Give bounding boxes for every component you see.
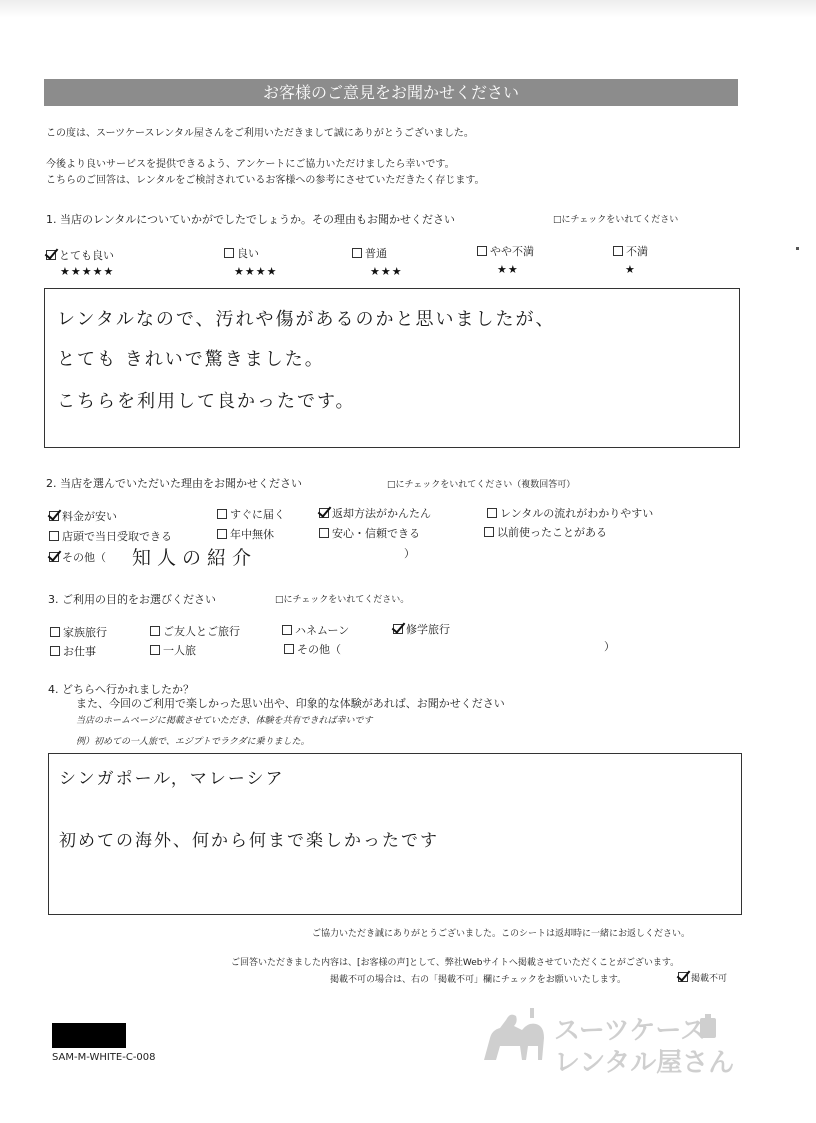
suitcase-icon bbox=[698, 1014, 718, 1040]
q3-other-label: その他（ bbox=[297, 643, 341, 656]
q2-question: 2. 当店を選んでいただいた理由をお聞かせください bbox=[46, 477, 302, 490]
q1-hint: □にチェックをいれてください bbox=[553, 215, 679, 225]
checkbox-honeymoon[interactable] bbox=[282, 625, 292, 635]
q2-option-label: 店頭で当日受取できる bbox=[62, 530, 172, 543]
checkbox-solo[interactable] bbox=[150, 645, 160, 655]
q2-option-store-pickup[interactable] bbox=[49, 528, 172, 544]
page-title: お客様のご意見をお聞かせください bbox=[44, 79, 738, 106]
q3-option-friends[interactable] bbox=[150, 623, 240, 639]
q2-option-trustworthy[interactable] bbox=[319, 525, 420, 541]
q3-option-label: ご友人とご旅行 bbox=[163, 625, 240, 638]
q3-option-solo[interactable] bbox=[150, 642, 196, 658]
q1-option-label: 良い bbox=[237, 247, 259, 260]
q4-answer-line-2: 初めての海外、何から何まで楽しかったです bbox=[59, 831, 439, 851]
checkbox-friends[interactable] bbox=[150, 626, 160, 636]
q4-line-3: 当店のホームページに掲載させていただき、体験を共有できれば幸いです bbox=[76, 716, 373, 726]
q1-question: 1. 当店のレンタルについていかがでしたでしょうか。その理由もお聞かせください bbox=[46, 213, 456, 226]
intro-line-2: 今後より良いサービスを提供できるよう、アンケートにご協力いただけましたら幸いです。 bbox=[46, 159, 455, 170]
q4-question: 4. どちらへ行かれましたか？ bbox=[48, 683, 194, 696]
stars-3: ★★★ bbox=[370, 265, 403, 278]
checkbox-other[interactable] bbox=[49, 552, 59, 562]
checkbox-used-before[interactable] bbox=[484, 527, 494, 537]
q1-option-label: 不満 bbox=[626, 245, 648, 258]
q4-example: 例）初めての一人旅で、エジプトでラクダに乗りました。 bbox=[76, 737, 310, 747]
q2-other-label: その他（ bbox=[62, 551, 106, 564]
logo-line-1: スーツケース bbox=[554, 1016, 707, 1046]
q1-answer-box[interactable] bbox=[44, 288, 740, 448]
q1-option-label: 普通 bbox=[365, 247, 387, 260]
footer-thanks: ご協力いただき誠にありがとうございました。このシートは返却時に一緒にお返しください。 bbox=[312, 929, 691, 939]
scan-edge bbox=[0, 0, 816, 18]
stars-2: ★★ bbox=[497, 263, 519, 276]
intro-line-1: この度は、スーツケースレンタル屋さんをご利用いただきまして誠にありがとうございました。 bbox=[46, 128, 474, 139]
q3-option-label: 一人旅 bbox=[163, 644, 196, 657]
sheet-code: SAM-M-WHITE-C-008 bbox=[52, 1052, 156, 1063]
q3-question: 3. ご利用の目的をお選びください bbox=[48, 593, 216, 606]
checkbox-easy-flow[interactable] bbox=[487, 508, 497, 518]
brand-logo bbox=[478, 1000, 735, 1078]
q1-option-label: やや不満 bbox=[490, 245, 534, 258]
checkbox-excellent[interactable] bbox=[46, 250, 56, 260]
logo-line-2: レンタル屋さん bbox=[554, 1048, 735, 1078]
stars-5: ★★★★★ bbox=[60, 265, 115, 278]
q3-other-close: ） bbox=[604, 640, 615, 653]
q1-answer-line-1: レンタルなので、汚れや傷があるのかと思いましたが、 bbox=[57, 309, 556, 330]
checkbox-q3-other[interactable] bbox=[284, 644, 294, 654]
q2-option-label: 安心・信頼できる bbox=[332, 527, 420, 540]
q2-option-open-all-year[interactable] bbox=[217, 526, 274, 542]
stars-4: ★★★★ bbox=[234, 265, 278, 278]
q1-option-label: とても良い bbox=[59, 249, 114, 262]
q3-option-label: 家族旅行 bbox=[63, 626, 107, 639]
q2-option-label: レンタルの流れがわかりやすい bbox=[500, 507, 654, 520]
q3-option-other[interactable] bbox=[284, 641, 341, 657]
q3-option-honeymoon[interactable] bbox=[282, 622, 349, 638]
checkbox-school-trip[interactable] bbox=[393, 624, 403, 634]
checkbox-business[interactable] bbox=[50, 646, 60, 656]
q3-option-label: 修学旅行 bbox=[406, 623, 450, 636]
q1-option-good[interactable] bbox=[224, 245, 259, 261]
checkbox-open-all-year[interactable] bbox=[217, 529, 227, 539]
q1-option-slightly-unsatisfied[interactable] bbox=[477, 243, 534, 259]
q2-other-answer[interactable]: 知人の紹介 bbox=[132, 547, 258, 569]
checkbox-slightly-unsatisfied[interactable] bbox=[477, 246, 487, 256]
q1-answer-line-2: とても きれいで驚きました。 bbox=[57, 349, 325, 370]
footer-notice-2: 掲載不可の場合は、右の「掲載不可」欄にチェックをお願いいたします。 bbox=[330, 975, 627, 985]
q2-option-label: 料金が安い bbox=[62, 510, 117, 523]
q1-option-excellent[interactable] bbox=[46, 247, 114, 263]
q2-option-cheap[interactable] bbox=[49, 508, 117, 524]
checkbox-store-pickup[interactable] bbox=[49, 531, 59, 541]
q2-option-label: 返却方法がかんたん bbox=[332, 507, 431, 520]
checkbox-cheap[interactable] bbox=[49, 511, 59, 521]
checkbox-average[interactable] bbox=[352, 248, 362, 258]
q1-option-average[interactable] bbox=[352, 245, 387, 261]
q3-hint: □にチェックをいれてください。 bbox=[275, 595, 410, 605]
checkbox-fast-delivery[interactable] bbox=[217, 509, 227, 519]
q2-hint: □にチェックをいれてください（複数回答可） bbox=[387, 480, 576, 490]
q4-line-2: また、今回のご利用で楽しかった思い出や、印象的な体験があれば、お聞かせください bbox=[76, 697, 505, 710]
q2-option-easy-return[interactable] bbox=[319, 505, 431, 521]
redacted-block bbox=[52, 1023, 126, 1048]
intro-line-3: こちらのご回答は、レンタルをご検討されているお客様への参考にさせていただきたく存じます。 bbox=[46, 175, 485, 186]
q3-option-family[interactable] bbox=[50, 624, 107, 640]
checkbox-easy-return[interactable] bbox=[319, 508, 329, 518]
checkbox-no-publish[interactable] bbox=[678, 972, 688, 982]
q3-option-school-trip[interactable] bbox=[393, 621, 450, 637]
no-publish-label: 掲載不可 bbox=[691, 974, 728, 984]
q2-other-close: ） bbox=[404, 547, 415, 560]
scan-dot bbox=[796, 247, 799, 250]
q1-option-unsatisfied[interactable] bbox=[613, 243, 648, 259]
q3-option-label: お仕事 bbox=[63, 645, 96, 658]
q2-option-easy-flow[interactable] bbox=[487, 505, 653, 521]
q2-option-label: 以前使ったことがある bbox=[497, 526, 607, 539]
q2-option-used-before[interactable] bbox=[484, 524, 607, 540]
checkbox-family[interactable] bbox=[50, 627, 60, 637]
q4-answer-line-1: シンガポール，マレーシア bbox=[59, 769, 285, 789]
q2-option-label: 年中無休 bbox=[230, 528, 274, 541]
q1-answer-line-3: こちらを利用して良かったです。 bbox=[57, 391, 356, 412]
q2-option-label: すぐに届く bbox=[230, 508, 285, 521]
checkbox-good[interactable] bbox=[224, 248, 234, 258]
q3-option-label: ハネムーン bbox=[295, 624, 350, 637]
q2-option-fast-delivery[interactable] bbox=[217, 506, 285, 522]
checkbox-trustworthy[interactable] bbox=[319, 528, 329, 538]
no-publish-option[interactable] bbox=[678, 971, 727, 984]
footer-notice: ご回答いただきました内容は、[お客様の声]として、弊社Webサイトへ掲載させていただくことがございます。 bbox=[231, 958, 680, 968]
q3-option-business[interactable] bbox=[50, 643, 96, 659]
q4-answer-box[interactable] bbox=[48, 753, 742, 915]
checkbox-unsatisfied[interactable] bbox=[613, 246, 623, 256]
stars-1: ★ bbox=[625, 263, 636, 276]
q2-option-other[interactable] bbox=[49, 549, 106, 565]
